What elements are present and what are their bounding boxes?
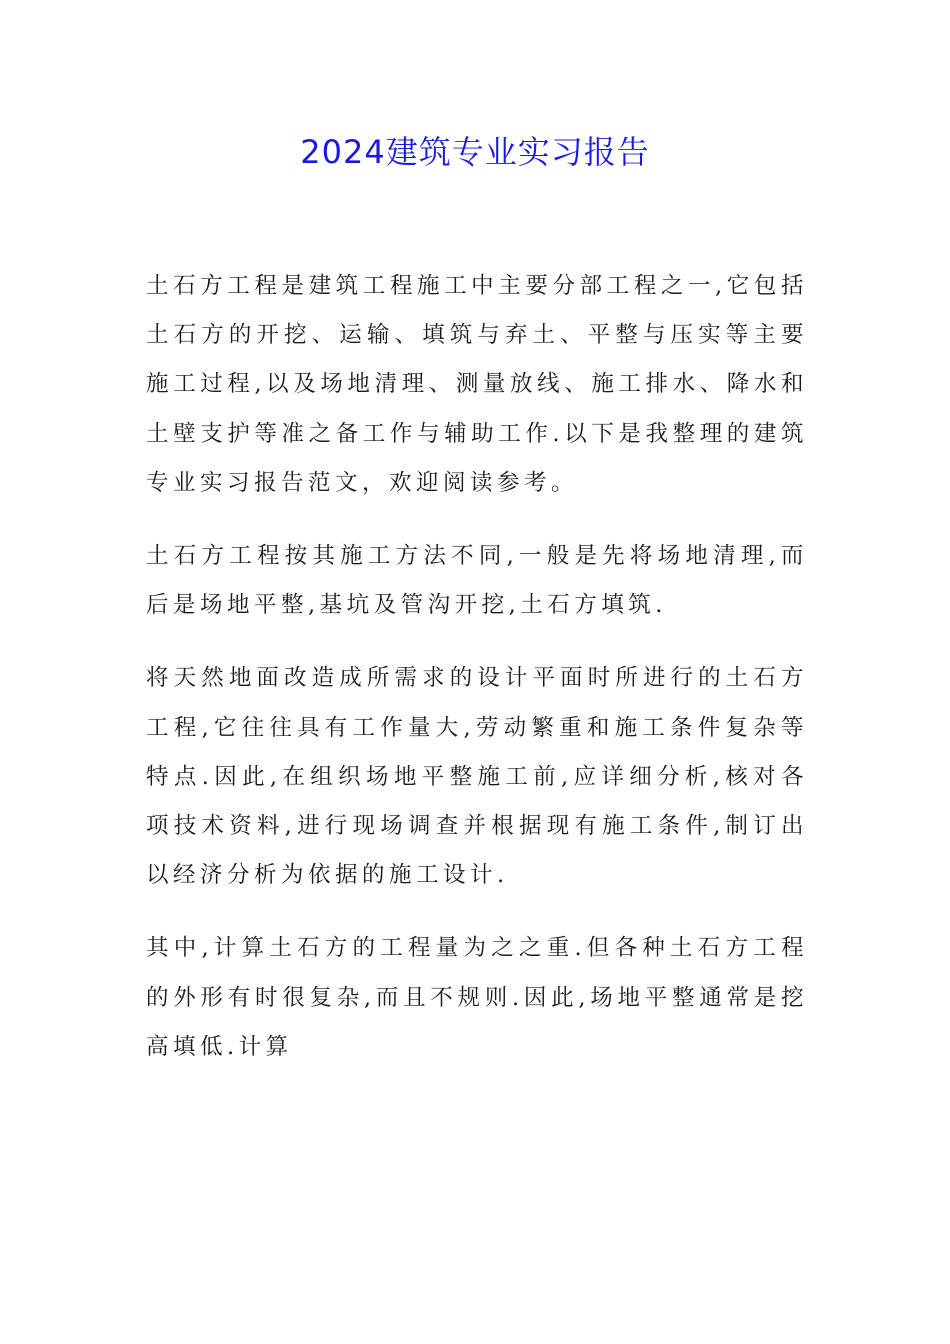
paragraph-site-leveling: 将天然地面改造成所需求的设计平面时所进行的土石方工程,它往往具有工作量大,劳动繁重和施工条件复杂等特点.因此,在组织场地平整施工前,应详细分析,核对各项技术资料,进行现场调查并根据现有施工条件,制订出以经济分析为依据的施工设计. [146, 665, 808, 889]
document-body [146, 262, 808, 1096]
paragraph-intro: 土石方工程是建筑工程施工中主要分部工程之一,它包括土石方的开挖、运输、填筑与弃土、平整与压实等主要施工过程,以及场地清理、测量放线、施工排水、降水和土壁支护等准之备工作与辅助工作.以下是我整理的建筑专业实习报告范文，欢迎阅读参考。 [146, 273, 808, 496]
paragraph-methods: 土石方工程按其施工方法不同,一般是先将场地清理,而后是场地平整,基坑及管沟开挖,土石方填筑. [146, 543, 808, 619]
page-title: 2024建筑专业实习报告 [300, 133, 650, 171]
paragraph-calculation: 其中,计算土石方的工程量为之之重.但各种土石方工程的外形有时很复杂,而且不规则.因此,场地平整通常是挖高填低.计算 [146, 935, 808, 1060]
